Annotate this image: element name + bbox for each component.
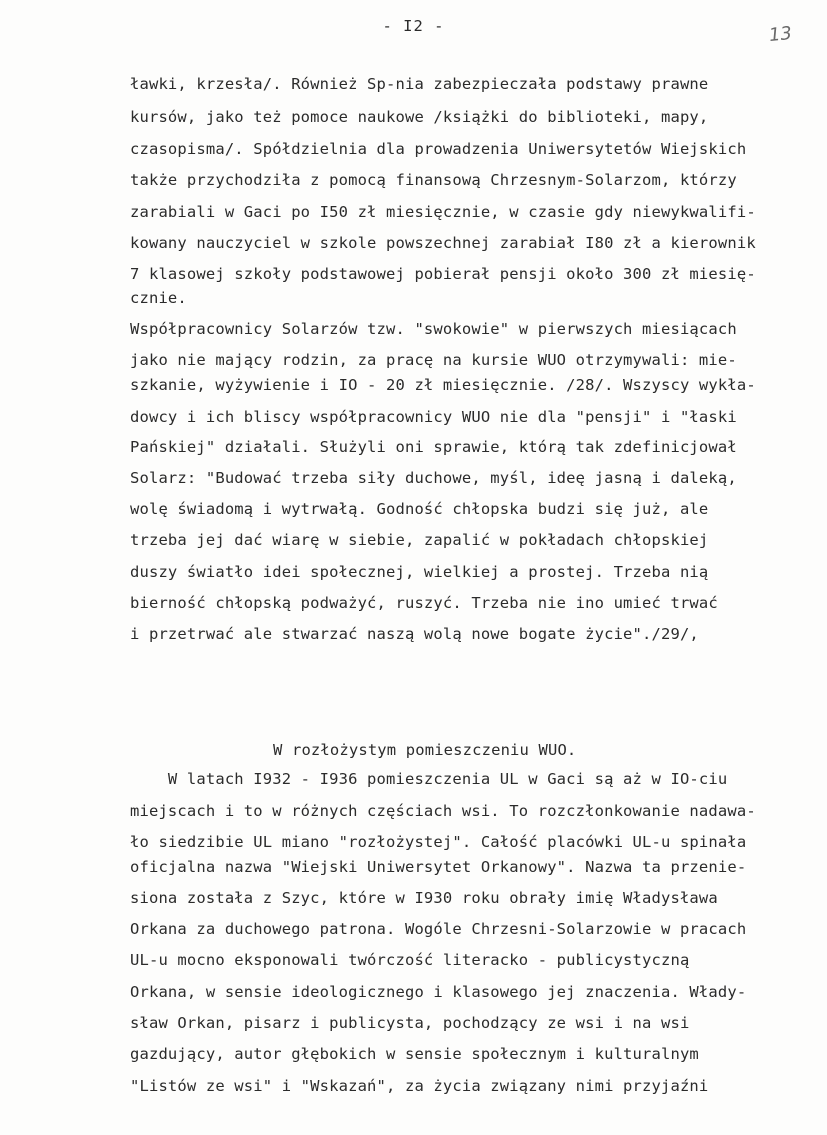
text-line: dowcy i ich bliscy współpracownicy WUO nie dla "pensji" i "łaski bbox=[130, 408, 737, 426]
text-line: UL-u mocno eksponowali twórczość literacko - publicystyczną bbox=[130, 951, 690, 969]
text-line: bierność chłopską podważyć, ruszyć. Trzeba nie ino umieć trwać bbox=[130, 594, 718, 612]
text-line: zarabiali w Gaci po I50 zł miesięcznie, w czasie gdy niewykwalifi- bbox=[130, 203, 756, 221]
text-line: sław Orkan, pisarz i publicysta, pochodzący ze wsi i na wsi bbox=[130, 1014, 690, 1032]
text-line: duszy światło idei społecznej, wielkiej a prostej. Trzeba nią bbox=[130, 563, 709, 581]
text-line: wolę świadomą i wytrwałą. Godność chłopska budzi się już, ale bbox=[130, 500, 709, 518]
text-line: czasopisma/. Spółdzielnia dla prowadzenia Uniwersytetów Wiejskich bbox=[130, 140, 747, 158]
text-line: miejscach i to w różnych częściach wsi. To rozczłonkowanie nadawa- bbox=[130, 802, 756, 820]
text-line: siona została z Szyc, które w I930 roku obrały imię Władysława bbox=[130, 889, 718, 907]
text-line: Współpracownicy Solarzów tzw. "swokowie" w pierwszych miesiącach bbox=[130, 320, 737, 338]
text-line: także przychodziła z pomocą finansową Chrzesnym-Solarzom, którzy bbox=[130, 171, 737, 189]
text-line: gazdujący, autor głębokich w sensie społecznym i kulturalnym bbox=[130, 1045, 699, 1063]
text-line: ło siedzibie UL miano "rozłożystej". Całość placówki UL-u spinała bbox=[130, 833, 747, 851]
text-line: W latach I932 - I936 pomieszczenia UL w Gaci są aż w IO-ciu bbox=[130, 770, 728, 788]
text-line: "Listów ze wsi" i "Wskazań", za życia związany nimi przyjaźni bbox=[130, 1077, 709, 1095]
text-line: Orkana, w sensie ideologicznego i klasowego jej znaczenia. Włady- bbox=[130, 983, 747, 1001]
text-line: Orkana za duchowego patrona. Wogóle Chrzesni-Solarzowie w pracach bbox=[130, 920, 747, 938]
text-line: 7 klasowej szkoły podstawowej pobierał pensji około 300 zł miesię- bbox=[130, 265, 756, 283]
text-line: jako nie mający rodzin, za pracę na kursie WUO otrzymywali: mie- bbox=[130, 351, 737, 369]
text-line: kowany nauczyciel w szkole powszechnej zarabiał I80 zł a kierownik bbox=[130, 234, 756, 252]
page-number: - I2 - bbox=[382, 17, 445, 35]
text-line: i przetrwać ale stwarzać naszą wolą nowe bogate życie"./29/, bbox=[130, 625, 699, 643]
text-line: ławki, krzesła/. Również Sp-nia zabezpieczała podstawy prawne bbox=[130, 75, 709, 93]
text-line: szkanie, wyżywienie i IO - 20 zł miesięcznie. /28/. Wszyscy wykła- bbox=[130, 376, 756, 394]
text-line: Solarz: "Budować trzeba siły duchowe, myśl, ideę jasną i daleką, bbox=[130, 469, 737, 487]
text-line: cznie. bbox=[130, 289, 187, 307]
text-line: trzeba jej dać wiarę w siebie, zapalić w pokładach chłopskiej bbox=[130, 531, 709, 549]
text-line: Pańskiej" działali. Służyli oni sprawie, którą tak zdefinicjował bbox=[130, 438, 737, 456]
text-line: oficjalna nazwa "Wiejski Uniwersytet Orkanowy". Nazwa ta przenie- bbox=[130, 858, 747, 876]
handwritten-folio-number: 13 bbox=[767, 22, 793, 47]
text-line: kursów, jako też pomoce naukowe /książki do biblioteki, mapy, bbox=[130, 108, 709, 126]
section-heading: W rozłożystym pomieszczeniu WUO. bbox=[273, 741, 577, 759]
